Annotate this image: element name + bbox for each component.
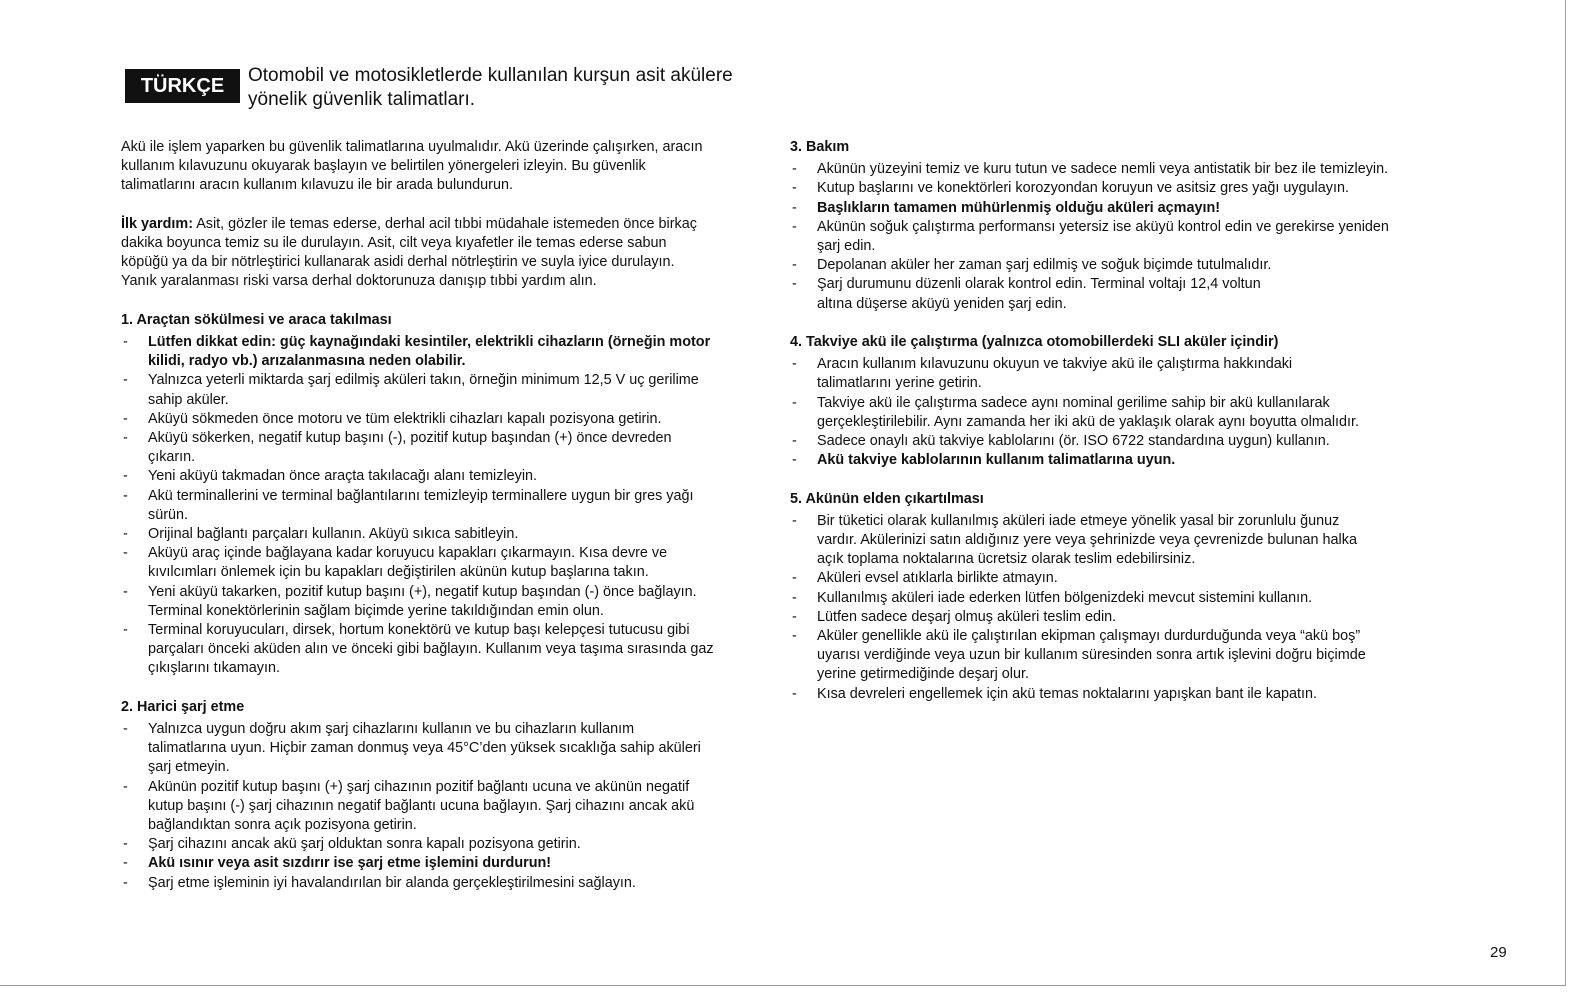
language-badge: TÜRKÇE — [125, 69, 240, 103]
list-item-line: Sadece onaylı akü takviye kablolarını (ör. ISO 6722 standardına uygun) kullanın. — [817, 433, 1330, 450]
list-item-line: Akünün yüzeyini temiz ve kuru tutun ve sadece nemli veya antistatik bir bez ile temizleyin. — [817, 161, 1389, 178]
list-item-text — [148, 488, 694, 523]
list-item-text — [817, 276, 1261, 311]
list-item-text — [148, 372, 699, 407]
list-item-line: Yalnızca yeterli miktarda şarj edilmiş aküleri takın, örneğin minimum 12,5 V uç gerilime — [148, 372, 699, 389]
list-item — [790, 394, 1450, 432]
page-title-line: Otomobil ve motosikletlerde kullanılan kurşun asit akülere — [248, 65, 733, 86]
list-item-line: Bir tüketici olarak kullanılmış aküleri iade etmeye yönelik yasal bir zorunlulu ğunuz — [817, 512, 1340, 529]
list-item-text — [817, 257, 1271, 273]
list-item-text — [817, 433, 1330, 449]
bullet-list — [121, 720, 769, 893]
dash-bullet: - — [123, 836, 128, 853]
list-item-line: Şarj cihazını ancak akü şarj olduktan sonra kapalı pozisyona getirin. — [148, 836, 581, 853]
list-item-text — [148, 334, 710, 369]
list-item — [790, 432, 1450, 451]
list-item-line: Depolanan aküler her zaman şarj edilmiş ve soğuk biçimde tutulmalıdır. — [817, 257, 1272, 274]
page-title-line: yönelik güvenlik talimatları. — [248, 89, 476, 110]
list-item-line: Akü terminallerini ve terminal bağlantılarını temizleyip terminallere uygun bir gres yağı — [148, 487, 694, 504]
dash-bullet: - — [123, 778, 128, 795]
list-item — [121, 583, 769, 621]
list-item-line: Kutup başlarını ve konektörleri korozyondan koruyun ve asitsiz gres yağı uygulayın. — [817, 180, 1349, 197]
list-item-line: Terminal koruyucuları, dirsek, hortum konektörü ve kutup başı kelepçesi tutucusu gibi — [148, 622, 690, 639]
first-aid-label: İlk yardım: — [121, 215, 193, 232]
list-item-text — [148, 721, 701, 775]
list-item-text — [817, 219, 1389, 254]
list-item-line: şarj etmeyin. — [148, 759, 230, 776]
list-item-text — [148, 526, 518, 542]
dash-bullet: - — [123, 468, 128, 485]
list-item-line: Lütfen sadece deşarj olmuş aküleri teslim edin. — [817, 608, 1117, 625]
list-item — [121, 778, 769, 836]
list-item-line: Aküleri evsel atıklarla birlikte atmayın. — [817, 570, 1058, 587]
list-item-text — [817, 609, 1116, 625]
dash-bullet: - — [123, 487, 128, 504]
dash-bullet: - — [792, 199, 797, 216]
dash-bullet: - — [792, 218, 797, 235]
dash-bullet: - — [792, 452, 797, 469]
dash-bullet: - — [792, 608, 797, 625]
dash-bullet: - — [123, 855, 128, 872]
list-item-line: Şarj etme işleminin iyi havalandırılan bir alanda gerçekleştirilmesini sağlayın. — [148, 874, 636, 891]
list-item-line: Akü ısınır veya asit sızdırır ise şarj etme işlemini durdurun! — [148, 855, 552, 872]
left-column — [121, 138, 769, 893]
list-item-text — [817, 590, 1312, 606]
list-item-line: açık toplama noktalarına ücretsiz olarak teslim edebilirsiniz. — [817, 551, 1196, 568]
list-item-line: uyarısı verdiğinde veya uzun bir kullanım süresinden sonra artık işlevini doğru biçimde — [817, 647, 1366, 664]
list-item-line: Lütfen dikkat edin: güç kaynağındaki kesintiler, elektrikli cihazların (örneğin motor — [148, 334, 711, 350]
list-item-text — [148, 468, 537, 484]
list-item — [121, 720, 769, 778]
list-item — [790, 160, 1450, 179]
list-item — [790, 685, 1450, 704]
section-title: 4. Takviye akü ile çalıştırma (yalnızca otomobillerdeki SLI aküler içindir) — [790, 334, 1279, 351]
list-item-line: çıkarın. — [148, 449, 196, 466]
list-item — [790, 569, 1450, 588]
list-item — [121, 333, 769, 371]
list-item-line: çıkışlarını tıkamayın. — [148, 660, 280, 677]
dash-bullet: - — [792, 356, 797, 373]
list-item — [790, 218, 1450, 256]
dash-bullet: - — [792, 512, 797, 529]
list-item-line: Terminal konektörlerinin sağlam biçimde yerine takıldığından emin olun. — [148, 602, 604, 619]
list-item-line: Şarj durumunu düzenli olarak kontrol edin. Terminal voltajı 12,4 voltun — [817, 276, 1261, 293]
list-item — [790, 589, 1450, 608]
list-item-text — [148, 779, 694, 833]
list-item — [790, 608, 1450, 627]
list-item-text — [148, 875, 636, 891]
dash-bullet: - — [792, 433, 797, 450]
list-item-text — [817, 180, 1349, 196]
section-jump-start — [790, 333, 1450, 470]
list-item-line: Takviye akü ile çalıştırma sadece aynı nominal gerilime sahip bir akü kullanılarak — [817, 394, 1330, 411]
dash-bullet: - — [792, 276, 797, 293]
list-item-line: Aküyü sökerken, negatif kutup başını (-), pozitif kutup başından (+) önce devreden — [148, 430, 672, 447]
list-item — [121, 410, 769, 429]
dash-bullet: - — [123, 372, 128, 389]
intro-line: Akü ile işlem yaparken bu güvenlik talimatlarına uyulmalıdır. Akü üzerinde çalışırken, aracın — [121, 139, 703, 155]
list-item-text — [817, 395, 1359, 430]
section-external-charging — [121, 698, 769, 893]
list-item-text — [817, 200, 1220, 216]
list-item — [790, 275, 1450, 313]
list-item-text — [148, 411, 662, 427]
list-item-line: kıvılcımları önlemek için bu kapakları değiştirilen akünün kutup başlarına takın. — [148, 564, 649, 581]
list-item — [790, 256, 1450, 275]
first-aid-line: Asit, gözler ile temas ederse, derhal acil tıbbi müdahale istemeden önce birkaç — [192, 215, 697, 232]
first-aid-line: köpüğü ya da bir nötrleştirici kullanarak asidi derhal nötrleştirin ve suyla iyice durulayın. — [121, 254, 675, 271]
dash-bullet: - — [123, 526, 128, 543]
dash-bullet: - — [123, 545, 128, 562]
list-item — [790, 179, 1450, 198]
list-item-line: sahip aküler. — [148, 391, 229, 408]
list-item-line: vardır. Akülerinizi satın aldığınız yere veya şehrinizde veya çevrenizde bulunan halka — [817, 532, 1357, 549]
list-item — [121, 487, 769, 525]
section-removal-installation — [121, 311, 769, 679]
list-item — [790, 451, 1450, 470]
list-item-line: Akü takviye kablolarının kullanım talimatlarına uyun. — [817, 452, 1176, 469]
list-item-line: talimatlarına uyun. Hiçbir zaman donmuş veya 45°C’den yüksek sıcaklığa sahip aküleri — [148, 740, 701, 757]
list-item-text — [148, 855, 551, 871]
page-number: 29 — [1490, 944, 1507, 961]
list-item-line: altına düşerse aküyü yeniden şarj edin. — [817, 295, 1067, 312]
intro-paragraph — [121, 138, 769, 196]
list-item-line: parçaları önceki aküden alın ve önceki gibi bağlayın. Kullanım veya taşıma sırasında gaz — [148, 641, 714, 658]
bullet-list — [790, 355, 1450, 470]
list-item-line: Kısa devreleri engellemek için akü temas noktalarını yapışkan bant ile kapatın. — [817, 685, 1317, 702]
list-item-line: Yeni aküyü takmadan önce araçta takılacağı alanı temizleyin. — [148, 468, 538, 485]
list-item-line: Aküler genellikle akü ile çalıştırılan ekipman çalışmayı durdurduğunda veya “akü boş” — [817, 628, 1361, 645]
dash-bullet: - — [792, 257, 797, 274]
list-item — [121, 854, 769, 873]
list-item-line: sürün. — [148, 506, 188, 523]
first-aid-paragraph — [121, 215, 769, 292]
section-title: 5. Akünün elden çıkartılması — [790, 490, 984, 507]
list-item — [121, 525, 769, 544]
dash-bullet: - — [123, 583, 128, 600]
dash-bullet: - — [792, 161, 797, 178]
first-aid-line: Yanık yaralanması riski varsa derhal doktorunuza danışıp tıbbi yardım alın. — [121, 273, 597, 290]
list-item-text — [148, 584, 697, 619]
list-item-line: Aküyü sökmeden önce motoru ve tüm elektrikli cihazları kapalı pozisyona getirin. — [148, 410, 662, 427]
list-item-text — [148, 545, 667, 580]
intro-line: talimatlarını aracın kullanım kılavuzu ile bir arada bulundurun. — [121, 177, 513, 194]
list-item-line: Akünün pozitif kutup başını (+) şarj cihazının pozitif bağlantı ucuna ve akünün negatif — [148, 778, 690, 795]
section-maintenance — [790, 138, 1450, 314]
list-item-text — [817, 161, 1388, 177]
dash-bullet: - — [123, 334, 128, 350]
right-column — [790, 138, 1450, 704]
list-item-text — [148, 430, 672, 465]
list-item-text — [817, 452, 1175, 468]
list-item — [790, 512, 1450, 570]
dash-bullet: - — [792, 685, 797, 702]
list-item — [790, 199, 1450, 218]
dash-bullet: - — [123, 721, 128, 738]
dash-bullet: - — [792, 628, 797, 645]
list-item-line: kutup başını (-) şarj cihazının negatif bağlantı ucuna bağlayın. Şarj cihazını ancak akü — [148, 797, 695, 814]
list-item-line: Akünün soğuk çalıştırma performansı yetersiz ise aküyü kontrol edin ve gerekirse yeniden — [817, 218, 1389, 235]
list-item — [121, 429, 769, 467]
list-item-line: kilidi, radyo vb.) arızalanmasına neden olabilir. — [148, 353, 466, 370]
list-item-line: talimatlarını yerine getirin. — [817, 375, 982, 392]
list-item-text — [817, 356, 1292, 391]
list-item — [790, 355, 1450, 393]
list-item-line: Yalnızca uygun doğru akım şarj cihazlarını kullanın ve bu cihazların kullanım — [148, 721, 635, 738]
dash-bullet: - — [123, 874, 128, 891]
dash-bullet: - — [792, 589, 797, 606]
dash-bullet: - — [123, 430, 128, 447]
bullet-list — [121, 333, 769, 679]
dash-bullet: - — [123, 410, 128, 427]
list-item-line: Başlıkların tamamen mühürlenmiş olduğu aküleri açmayın! — [817, 199, 1221, 216]
list-item-text — [817, 628, 1366, 682]
list-item-text — [148, 622, 714, 676]
bullet-list — [790, 512, 1450, 704]
section-title: 1. Araçtan sökülmesi ve araca takılması — [121, 311, 392, 328]
list-item-text — [817, 686, 1317, 702]
list-item-line: Yeni aküyü takarken, pozitif kutup başını (+), negatif kutup başından (-) önce bağlayın. — [148, 583, 697, 600]
list-item-text — [817, 570, 1058, 586]
list-item-text — [148, 836, 581, 852]
dash-bullet: - — [792, 180, 797, 197]
list-item — [121, 544, 769, 582]
list-item — [121, 371, 769, 409]
section-title: 2. Harici şarj etme — [121, 698, 245, 715]
list-item-line: yerine getirmediğinde deşarj olur. — [817, 666, 1029, 683]
list-item-line: Kullanılmış aküleri iade ederken lütfen bölgenizdeki mevcut sistemini kullanın. — [817, 589, 1313, 606]
list-item-line: şarj edin. — [817, 238, 876, 255]
page-title — [248, 64, 733, 112]
first-aid-line: dakika boyunca temiz su ile durulayın. Asit, cilt veya kıyafetler ile temas ederse sabun — [121, 235, 667, 251]
list-item-line: Aküyü araç içinde bağlayana kadar koruyucu kapakları çıkarmayın. Kısa devre ve — [148, 545, 668, 562]
intro-line: kullanım kılavuzunu okuyarak başlayın ve belirtilen yönergeleri izleyin. Bu güvenlik — [121, 158, 646, 175]
dash-bullet: - — [792, 394, 797, 411]
list-item — [121, 835, 769, 854]
dash-bullet: - — [123, 622, 128, 639]
list-item — [121, 621, 769, 679]
list-item — [790, 627, 1450, 685]
list-item-line: Aracın kullanım kılavuzunu okuyun ve takviye akü ile çalıştırma hakkındaki — [817, 356, 1293, 373]
list-item-line: Orijinal bağlantı parçaları kullanın. Aküyü sıkıca sabitleyin. — [148, 526, 519, 543]
list-item-line: gerçekleştirilebilir. Aynı zamanda her iki akü de yaklaşık olarak aynı boyutta olmalıdır. — [817, 413, 1360, 430]
list-item — [121, 467, 769, 486]
list-item-text — [817, 513, 1357, 567]
list-item-line: bağlandıktan sonra açık pozisyona getirin. — [148, 817, 417, 834]
section-disposal — [790, 490, 1450, 704]
section-title: 3. Bakım — [790, 139, 850, 155]
bullet-list — [790, 160, 1450, 314]
dash-bullet: - — [792, 570, 797, 587]
list-item — [121, 874, 769, 893]
